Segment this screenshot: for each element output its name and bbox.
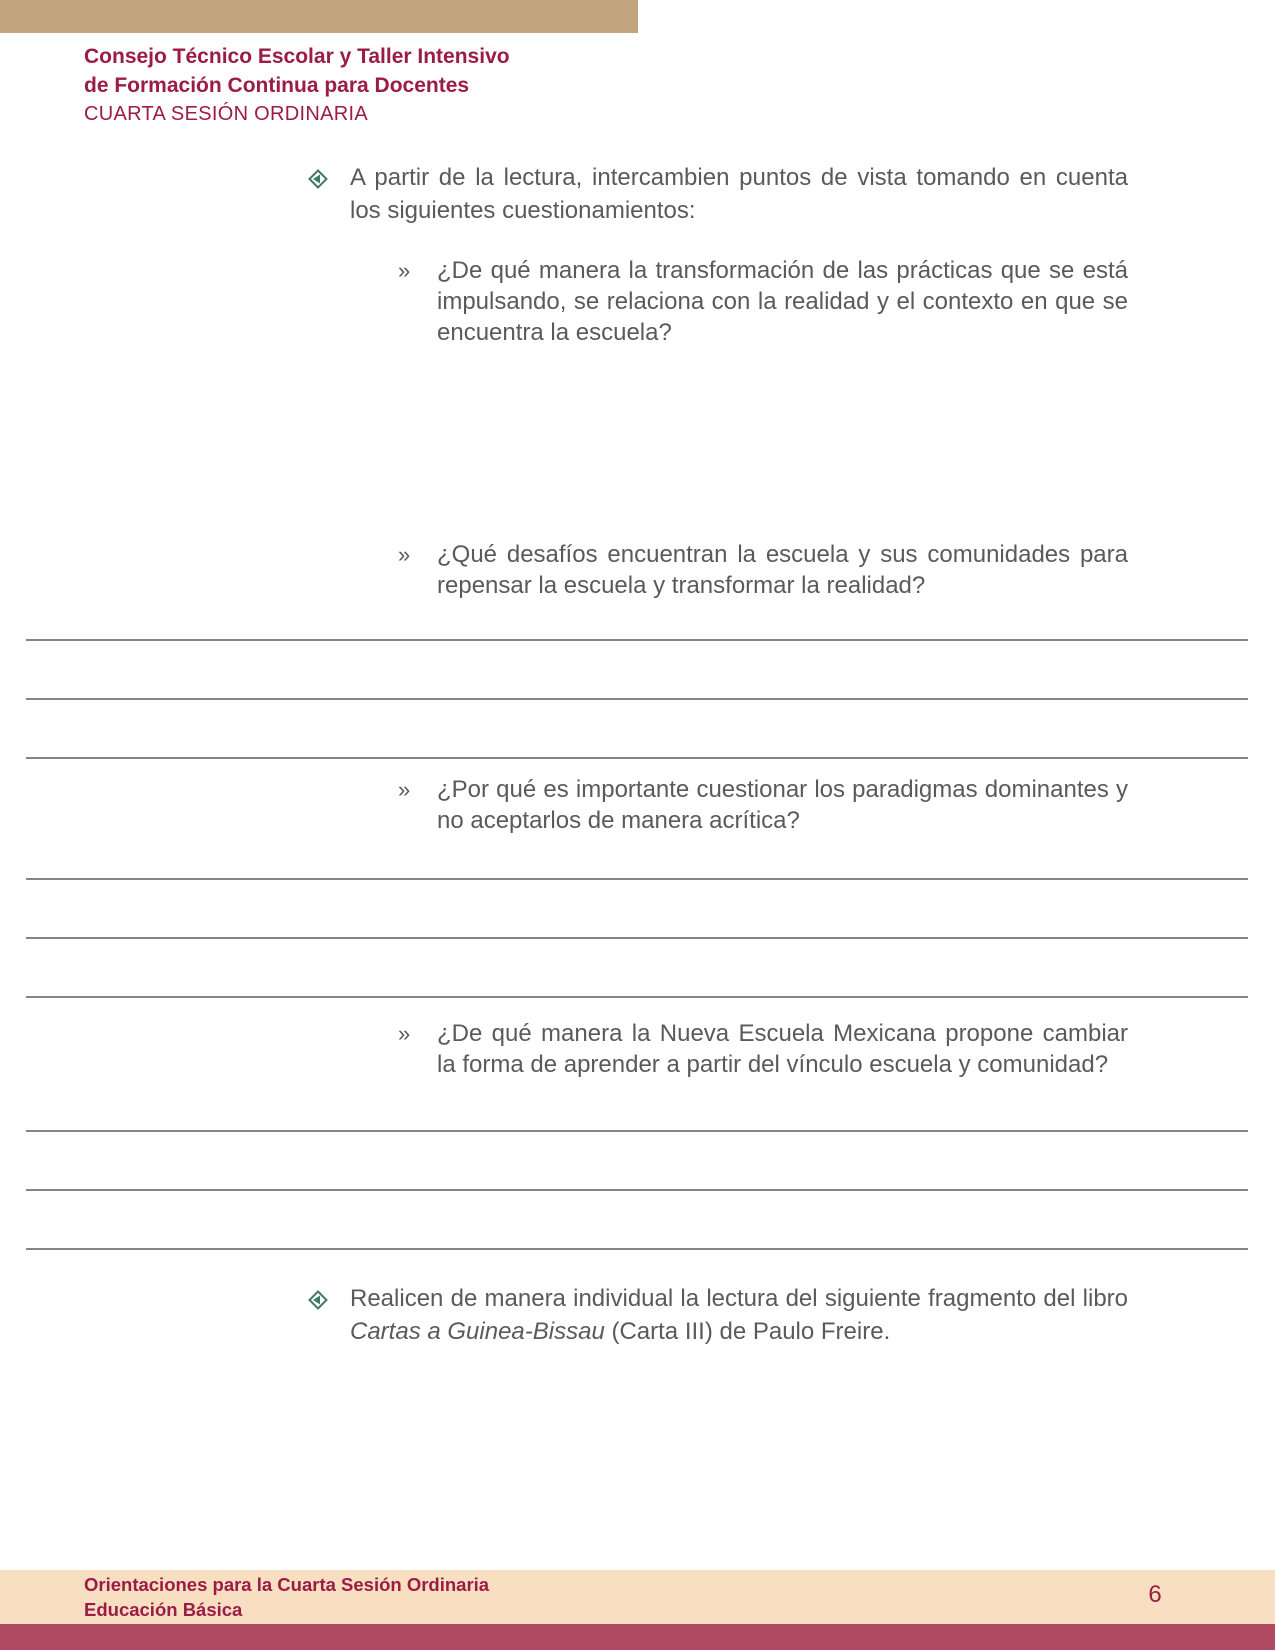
footer-text bbox=[84, 1572, 489, 1622]
answer-line bbox=[26, 639, 1248, 641]
question-marker: » bbox=[398, 1021, 411, 1046]
top-color-bar bbox=[0, 0, 638, 33]
instruction-text-2-start: Realicen de manera individual la lectura del siguiente fragmento del libro bbox=[350, 1285, 1128, 1312]
question-text-4: ¿De qué manera la Nueva Escuela Mexicana propone cambiar la forma de aprender a partir del vínculo escuela y comunidad? bbox=[437, 1020, 1128, 1078]
instruction-text-2 bbox=[350, 1282, 1128, 1348]
answer-line bbox=[26, 878, 1248, 880]
instruction-bullet-1 bbox=[308, 161, 1128, 227]
question-1 bbox=[398, 255, 1128, 348]
question-marker: » bbox=[398, 777, 411, 802]
question-2 bbox=[398, 539, 1128, 601]
book-title: Cartas a Guinea-Bissau bbox=[350, 1318, 605, 1345]
header-session: CUARTA SESIÓN ORDINARIA bbox=[84, 103, 368, 125]
footer-line2: Educación Básica bbox=[84, 1599, 243, 1620]
footer-line1: Orientaciones para la Cuarta Sesión Ordinaria bbox=[84, 1574, 490, 1595]
answer-line bbox=[26, 1248, 1248, 1250]
instruction-bullet-2 bbox=[308, 1282, 1128, 1348]
question-text-1: ¿De qué manera la transformación de las prácticas que se está impulsando, se relaciona con la realidad y el contexto en que se encuentra la escuela? bbox=[437, 257, 1128, 346]
question-text-2: ¿Qué desafíos encuentran la escuela y sus comunidades para repensar la escuela y transformar la realidad? bbox=[437, 541, 1128, 599]
header-title-line2: de Formación Continua para Docentes bbox=[84, 74, 470, 97]
diamond-arrow-icon bbox=[308, 169, 328, 189]
answer-line bbox=[26, 698, 1248, 700]
instruction-text-2-end: (Carta III) de Paulo Freire. bbox=[604, 1318, 891, 1345]
question-3 bbox=[398, 774, 1128, 836]
answer-line bbox=[26, 1130, 1248, 1132]
header-title-line1: Consejo Técnico Escolar y Taller Intensivo bbox=[84, 45, 510, 68]
page-number: 6 bbox=[1148, 1581, 1162, 1608]
answer-line bbox=[26, 937, 1248, 939]
instruction-text-1: A partir de la lectura, intercambien puntos de vista tomando en cuenta los siguientes cuestionamientos: bbox=[350, 164, 1128, 224]
diamond-arrow-icon bbox=[308, 1290, 328, 1310]
question-marker: » bbox=[398, 258, 411, 283]
question-text-3: ¿Por qué es importante cuestionar los paradigmas dominantes y no aceptarlos de manera acrítica? bbox=[437, 776, 1128, 834]
question-4 bbox=[398, 1018, 1128, 1080]
answer-line bbox=[26, 996, 1248, 998]
bottom-color-bar bbox=[0, 1624, 1275, 1650]
document-header bbox=[84, 42, 510, 129]
answer-line bbox=[26, 1189, 1248, 1191]
answer-line bbox=[26, 757, 1248, 759]
question-marker: » bbox=[398, 542, 411, 567]
